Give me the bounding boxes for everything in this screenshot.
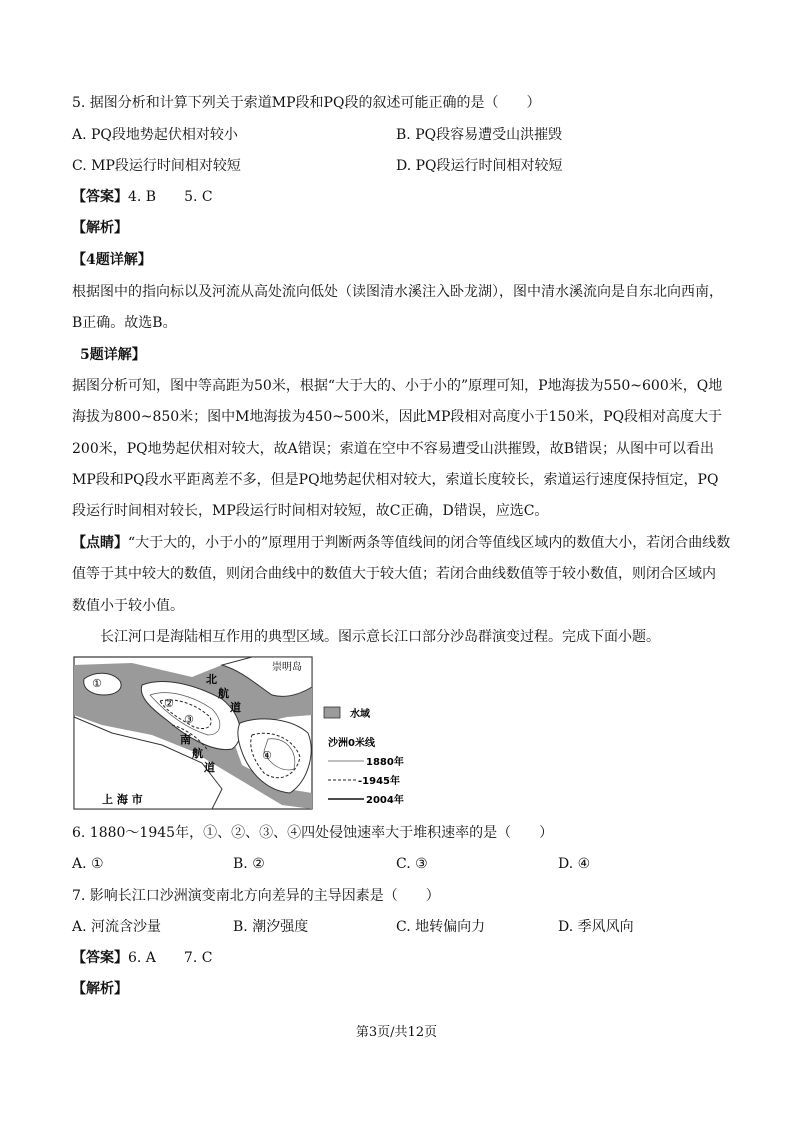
legend-water-label: 水域 — [350, 709, 370, 720]
q5-stem: 5. 据图分析和计算下列关于索道MP段和PQ段的叙述可能正确的是（ ） — [72, 95, 541, 111]
map-label-city: 上 海 市 — [102, 793, 143, 806]
q7-option-d: D. 季风风向 — [558, 919, 634, 935]
map-label-north: 航 — [218, 687, 229, 700]
detail-5-line: MP段和PQ段水平距离差不多，但是PQ地势起伏相对较大，索道长度较长，索道运行速度保持恒定，PQ — [72, 472, 719, 488]
map-label-north: 北 — [206, 673, 217, 686]
tip-text: “大于大的，小于小的”原理用于判断两条等值线间的闭合等值线区域内的数值大小，若闭合曲线数 — [128, 535, 731, 551]
detail-5-line: 海拔为800~850米；图中M地海拔为450~500米，因此MP段相对高度小于150米，PQ段相对高度大于 — [72, 409, 723, 425]
map-label-south: 航 — [192, 747, 203, 760]
map-label-south: 南 — [180, 733, 191, 746]
q6-option-c: C. ③ — [396, 856, 428, 872]
legend-water-swatch — [324, 707, 340, 718]
yangtze-estuary-map — [72, 655, 417, 813]
q6-option-a: A. ① — [72, 856, 104, 872]
detail-5-tag: 5题详解】 — [80, 347, 146, 363]
q5-option-c: C. MP段运行时间相对较短 — [72, 158, 241, 174]
answer-line-1 — [72, 188, 213, 206]
analysis-tag-2: 【解析】 — [72, 981, 128, 997]
q7-option-b: B. 潮汐强度 — [233, 919, 309, 935]
answer-text: 6. A 7. C — [128, 950, 213, 966]
map-label-south: 道 — [204, 761, 215, 774]
q7-stem: 7. 影响长江口沙洲演变南北方向差异的主导因素是（ ） — [72, 888, 440, 904]
q5-option-b: B. PQ段容易遭受山洪摧毁 — [396, 127, 563, 143]
map-label-1: ① — [92, 677, 102, 690]
answer-tag: 【答案】 — [72, 189, 128, 205]
answer-line-2 — [72, 949, 212, 967]
q6-option-d: D. ④ — [558, 856, 591, 872]
q7-option-a: A. 河流含沙量 — [72, 919, 162, 935]
answer-text: 4. B 5. C — [128, 189, 213, 205]
answer-tag: 【答案】 — [72, 950, 128, 966]
q5-option-d: D. PQ段运行时间相对较短 — [396, 158, 563, 174]
detail-4-line: 根据图中的指向标以及河流从高处流向低处（读图清水溪注入卧龙湖），图中清水溪流向是自东北向西南， — [72, 284, 723, 300]
detail-4-line: B正确。故选B。 — [72, 315, 177, 331]
legend-2004-label: 2004年 — [366, 795, 404, 806]
passage-intro: 长江河口是海陆相互作用的典型区域。图示意长江口部分沙岛群演变过程。完成下面小题。 — [100, 629, 660, 645]
map-label-2: ② — [164, 697, 174, 710]
detail-5-line: 200米，PQ地势起伏相对较大，故A错误；索道在空中不容易遭受山洪摧毁，故B错误；从图中可以看出 — [72, 441, 715, 457]
detail-5-line: 段运行时间相对较长，MP段运行时间相对较短，故C正确，D错误，应选C。 — [72, 503, 549, 519]
map-label-3: ③ — [184, 713, 194, 726]
legend-title: 沙洲0米线 — [328, 738, 375, 749]
map-label-north: 道 — [230, 701, 241, 714]
legend-1945-label: -1945年 — [358, 776, 400, 787]
analysis-tag-1: 【解析】 — [72, 220, 128, 236]
page-footer: 第3页/共12页 — [355, 1025, 438, 1040]
legend-1880-label: 1880年 — [366, 757, 404, 768]
tip-tag: 【点睛】 — [72, 535, 128, 551]
tip-line: 值等于其中较大的数值，则闭合曲线中的数值大于较大值；若闭合曲线数值等于较小数值，则闭合区域内 — [72, 566, 716, 582]
q7-option-c: C. 地转偏向力 — [396, 919, 486, 935]
q6-option-b: B. ② — [233, 856, 265, 872]
map-label-island: 崇明岛 — [272, 662, 302, 673]
map-label-4: ④ — [262, 749, 272, 762]
tip-line-1 — [72, 534, 730, 552]
q5-option-a: A. PQ段地势起伏相对较小 — [72, 127, 238, 143]
q6-stem: 6. 1880～1945年，①、②、③、④四处侵蚀速率大于堆积速率的是（ ） — [72, 825, 554, 841]
shoal-1 — [84, 673, 121, 695]
detail-4-tag: 【4题详解】 — [72, 252, 152, 268]
detail-5-line: 据图分析可知，图中等高距为50米，根据“大于大的、小于小的”原理可知，P地海拔为550~600米，Q地 — [72, 378, 723, 394]
tip-line: 数值小于较小值。 — [72, 598, 184, 614]
